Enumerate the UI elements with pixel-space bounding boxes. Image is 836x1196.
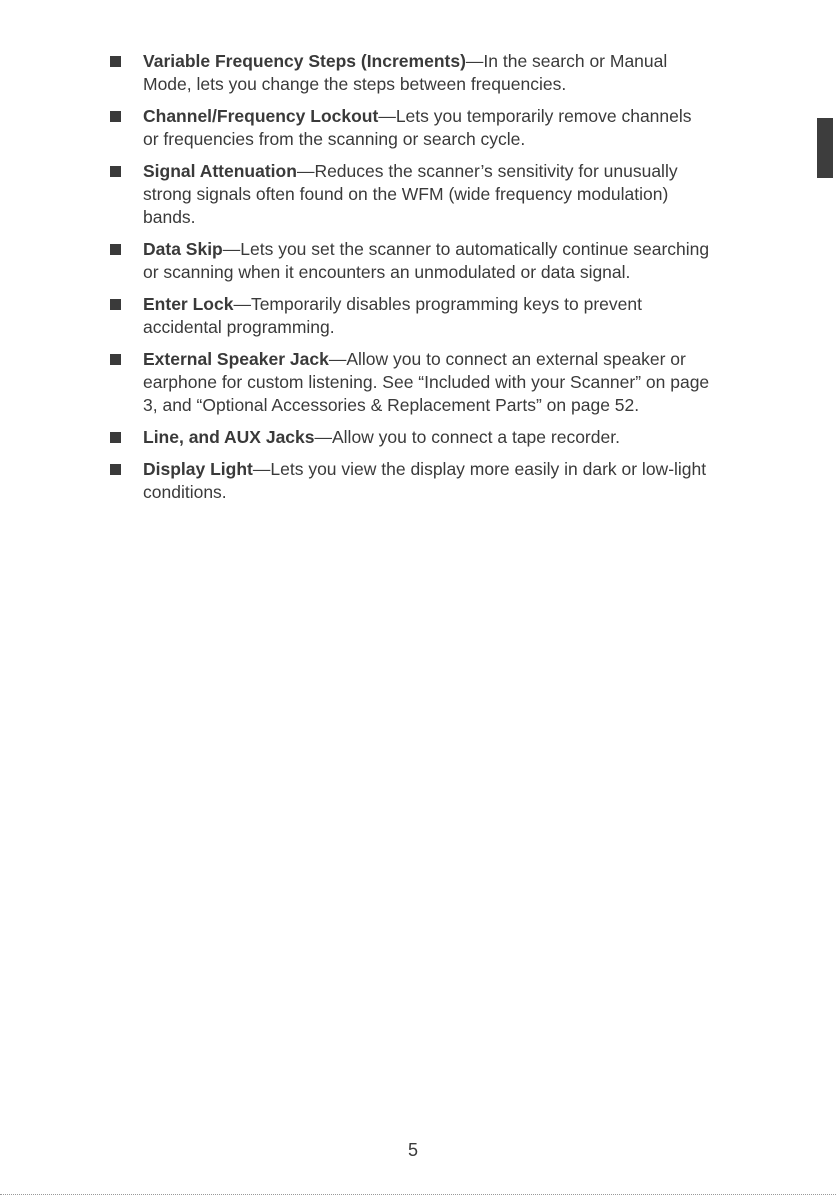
feature-term: External Speaker Jack bbox=[143, 349, 329, 369]
feature-description: —Allow you to connect a tape recorder. bbox=[314, 427, 620, 447]
feature-description: —Allow you to connect an external speaker or earphone for custom listening. See “Included with your Scanner” on page 3, and “Optional Accessories & Replacement Parts” on page 52. bbox=[143, 349, 710, 415]
square-bullet-icon bbox=[110, 299, 121, 310]
feature-term: Line, and AUX Jacks bbox=[143, 427, 315, 447]
feature-item-external-speaker-jack bbox=[110, 348, 710, 417]
feature-term: Data Skip bbox=[143, 239, 223, 259]
page-number: 5 bbox=[407, 1140, 418, 1160]
square-bullet-icon bbox=[110, 432, 121, 443]
feature-item-display-light bbox=[110, 458, 710, 504]
feature-item-signal-attenuation bbox=[110, 160, 710, 229]
feature-item-variable-frequency-steps bbox=[110, 50, 710, 96]
square-bullet-icon bbox=[110, 111, 121, 122]
bottom-divider bbox=[0, 1194, 836, 1195]
feature-description: —Lets you set the scanner to automatically continue searching or scanning when it encounters an unmodulated or data signal. bbox=[143, 239, 710, 282]
square-bullet-icon bbox=[110, 56, 121, 67]
feature-term: Channel/Frequency Lockout bbox=[143, 106, 379, 126]
square-bullet-icon bbox=[110, 354, 121, 365]
feature-description: —Lets you view the display more easily in dark or low-light conditions. bbox=[143, 459, 707, 502]
feature-list bbox=[110, 50, 710, 513]
square-bullet-icon bbox=[110, 244, 121, 255]
square-bullet-icon bbox=[110, 166, 121, 177]
feature-description: —In the search or Manual Mode, lets you change the steps between frequencies. bbox=[143, 51, 668, 94]
feature-description: —Reduces the scanner’s sensitivity for unusually strong signals often found on the WFM (wide frequency modulation) bands. bbox=[143, 161, 678, 227]
feature-item-line-aux-jacks bbox=[110, 426, 710, 449]
square-bullet-icon bbox=[110, 464, 121, 475]
feature-term: Enter Lock bbox=[143, 294, 234, 314]
feature-item-channel-frequency-lockout bbox=[110, 105, 710, 151]
feature-term: Variable Frequency Steps (Increments) bbox=[143, 51, 466, 71]
feature-term: Display Light bbox=[143, 459, 253, 479]
section-tab-marker bbox=[817, 118, 833, 178]
feature-description: —Temporarily disables programming keys to prevent accidental programming. bbox=[143, 294, 642, 337]
feature-description: —Lets you temporarily remove channels or frequencies from the scanning or search cycle. bbox=[143, 106, 692, 149]
feature-item-enter-lock bbox=[110, 293, 710, 339]
feature-term: Signal Attenuation bbox=[143, 161, 297, 181]
feature-item-data-skip bbox=[110, 238, 710, 284]
